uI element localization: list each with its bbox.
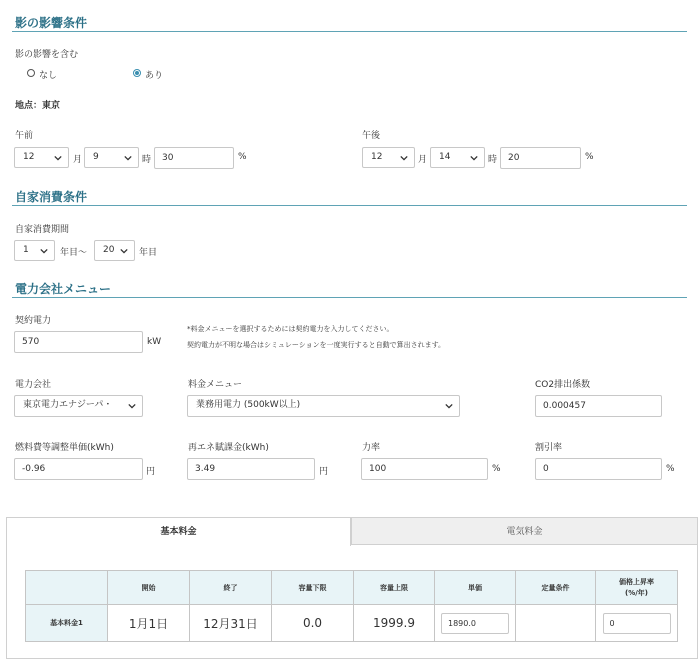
- period-start-value: 1: [23, 245, 29, 255]
- row-max: 1999.9: [354, 605, 435, 642]
- contract-unit: kW: [147, 337, 162, 347]
- pf-input[interactable]: 100: [361, 458, 488, 480]
- tab-electricity-fee[interactable]: 電気料金: [351, 517, 698, 545]
- table-header: 単価: [435, 571, 516, 605]
- row-rate-cell: [596, 605, 678, 642]
- pf-label: 力率: [362, 443, 381, 453]
- pm-month-select[interactable]: [362, 147, 415, 168]
- fuel-unit: 円: [146, 467, 156, 477]
- chevron-down-icon: [124, 154, 132, 162]
- section-divider: [12, 205, 687, 206]
- fuel-input[interactable]: -0.96: [14, 458, 143, 480]
- shadow-include-label: 影の影響を含む: [15, 50, 79, 60]
- pm-percent-unit: %: [585, 152, 594, 162]
- radio-none[interactable]: [27, 69, 35, 77]
- am-month-select[interactable]: [14, 147, 69, 168]
- period-end-select[interactable]: [94, 240, 135, 261]
- pm-month-value: 12: [371, 152, 383, 162]
- section-divider: [12, 31, 687, 32]
- plan-select[interactable]: [187, 395, 460, 417]
- chevron-down-icon: [54, 154, 62, 162]
- row-start: 1月1日: [108, 605, 190, 642]
- table-row: [26, 605, 678, 642]
- renew-unit: 円: [319, 467, 329, 477]
- chevron-down-icon: [120, 247, 128, 255]
- table-header: 容量下限: [272, 571, 354, 605]
- chevron-down-icon: [445, 402, 453, 410]
- contract-input[interactable]: 570: [14, 331, 143, 353]
- chevron-down-icon: [400, 154, 408, 162]
- basic-fee-table: [25, 570, 678, 642]
- renew-input[interactable]: 3.49: [187, 458, 315, 480]
- table-header: 開始: [108, 571, 190, 605]
- plan-value: 業務用電力 (500kW以上): [196, 400, 301, 410]
- am-shadow-input[interactable]: 30: [154, 147, 234, 169]
- pm-hour-select[interactable]: [430, 147, 485, 168]
- company-value: 東京電力エナジーパ・: [23, 400, 113, 410]
- pm-label: 午後: [362, 131, 381, 141]
- radio-none-label: なし: [39, 71, 58, 81]
- contract-note-2: 契約電力が不明な場合はシミュレーションを一度実行すると自動で算出されます。: [187, 341, 446, 349]
- period-end-value: 20: [103, 245, 115, 255]
- menu-section-title: 電力会社メニュー: [15, 282, 112, 296]
- discount-label: 割引率: [535, 443, 563, 453]
- row-min: 0.0: [272, 605, 354, 642]
- company-select[interactable]: [14, 395, 143, 417]
- row-end: 12月31日: [190, 605, 272, 642]
- co2-label: CO2排出係数: [535, 380, 591, 390]
- tab-basic-fee[interactable]: 基本料金: [6, 517, 351, 546]
- row-price-cell: [435, 605, 516, 642]
- row-name: 基本料金1: [26, 605, 108, 642]
- table-header-row: [26, 571, 678, 605]
- fuel-label: 燃料費等調整単価(kWh): [15, 443, 114, 453]
- am-percent-unit: %: [238, 152, 247, 162]
- radio-yes[interactable]: [133, 69, 141, 77]
- chevron-down-icon: [40, 247, 48, 255]
- location-label: 地点：東京: [15, 101, 61, 111]
- discount-unit: %: [666, 464, 675, 474]
- pm-hour-unit: 時: [488, 155, 498, 165]
- section-divider: [12, 297, 687, 298]
- plan-label: 料金メニュー: [188, 380, 243, 390]
- am-month-unit: 月: [73, 155, 83, 165]
- pm-shadow-input[interactable]: 20: [500, 147, 581, 169]
- price-input[interactable]: 1890.0: [441, 613, 509, 634]
- renew-label: 再エネ賦課金(kWh): [188, 443, 269, 453]
- period-label: 自家消費期間: [15, 225, 70, 235]
- pm-hour-value: 14: [439, 152, 451, 162]
- am-hour-value: 9: [93, 152, 99, 162]
- radio-yes-label: あり: [145, 71, 164, 81]
- row-condition: [516, 605, 596, 642]
- pm-month-unit: 月: [418, 155, 428, 165]
- period-start-unit: 年目～: [60, 248, 88, 258]
- discount-input[interactable]: 0: [535, 458, 662, 480]
- am-month-value: 12: [23, 152, 35, 162]
- pf-unit: %: [492, 464, 501, 474]
- period-start-select[interactable]: [14, 240, 55, 261]
- am-hour-select[interactable]: [84, 147, 139, 168]
- company-label: 電力会社: [15, 380, 52, 390]
- table-header: 終了: [190, 571, 272, 605]
- chevron-down-icon: [470, 154, 478, 162]
- am-hour-unit: 時: [142, 155, 152, 165]
- contract-note-1: *料金メニューを選択するためには契約電力を入力してください。: [187, 325, 394, 333]
- contract-label: 契約電力: [15, 316, 52, 326]
- chevron-down-icon: [128, 402, 136, 410]
- self-consumption-title: 自家消費条件: [15, 190, 88, 204]
- shadow-section-title: 影の影響条件: [15, 16, 88, 30]
- table-header: 価格上昇率 (%/年): [596, 571, 678, 605]
- table-header: [26, 571, 108, 605]
- table-header: 容量上限: [354, 571, 435, 605]
- am-label: 午前: [15, 131, 34, 141]
- co2-input[interactable]: 0.000457: [535, 395, 662, 417]
- table-header: 定量条件: [516, 571, 596, 605]
- rate-input[interactable]: 0: [603, 613, 671, 634]
- period-end-unit: 年目: [139, 248, 158, 258]
